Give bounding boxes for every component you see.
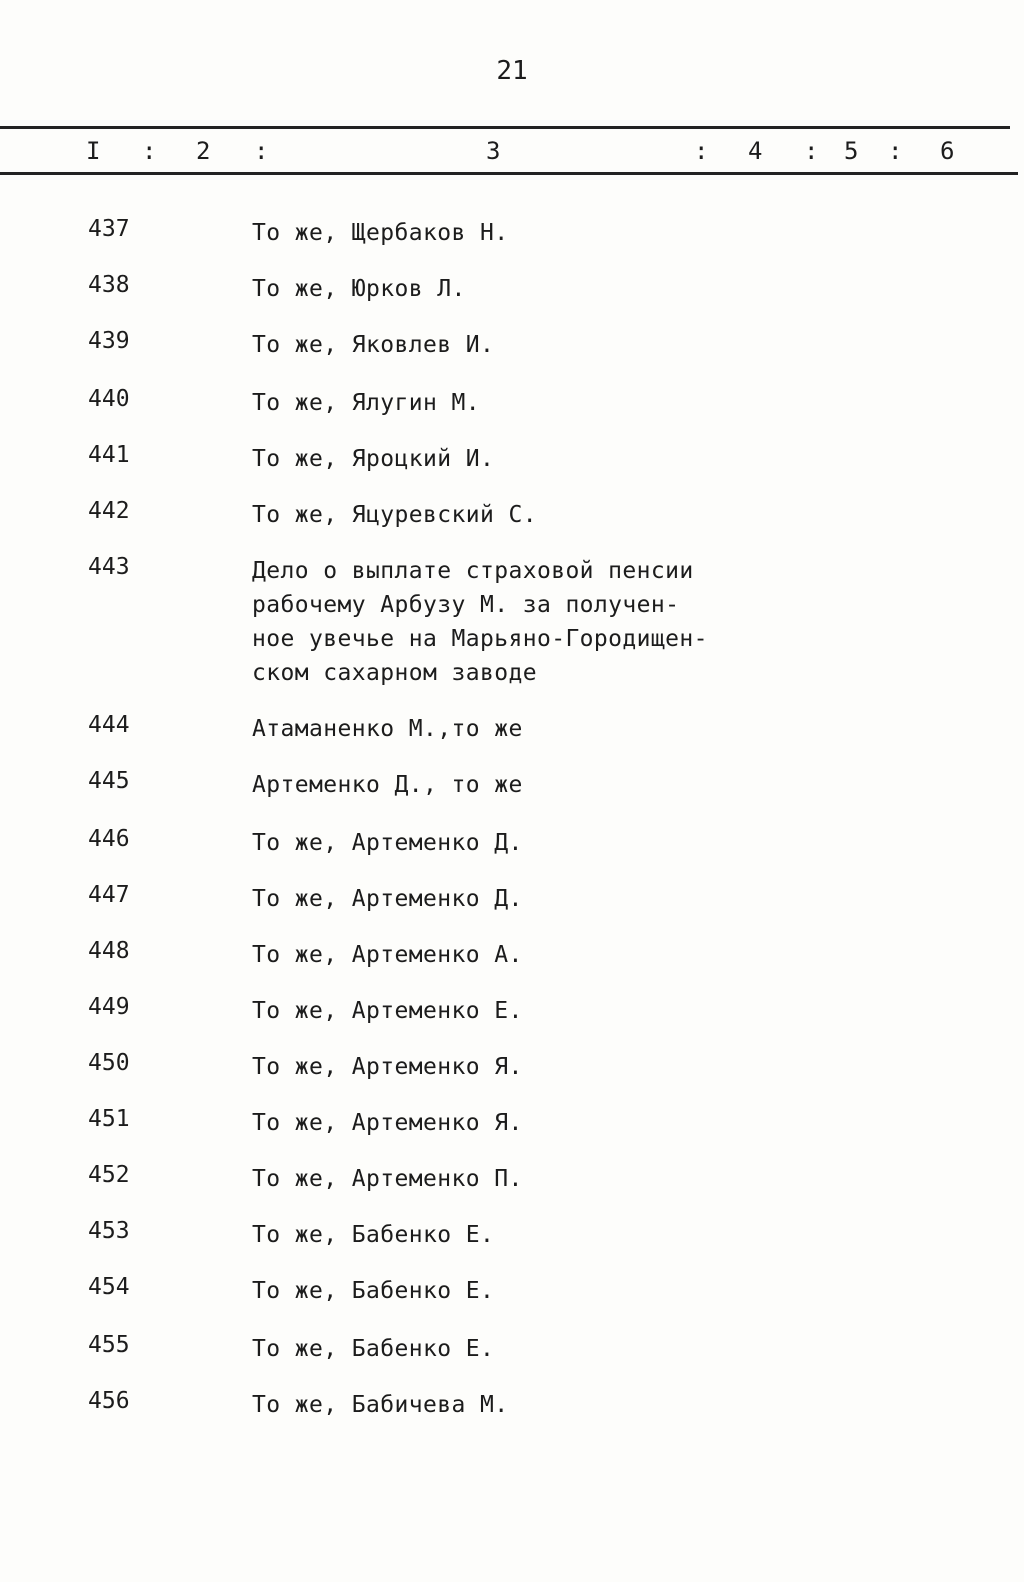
item-title-line: То же, Юрков Л. — [252, 276, 466, 302]
item-title — [252, 442, 494, 476]
item-title-line: То же, Артеменко Д. — [252, 886, 523, 912]
item-title — [252, 1162, 523, 1196]
item-title — [252, 1218, 494, 1252]
item-title-line: То же, Артеменко Д. — [252, 830, 523, 856]
item-title — [252, 826, 523, 860]
page-number: 21 — [496, 56, 528, 86]
item-title-line: То же, Яцуревский С. — [252, 502, 537, 528]
col-header-1: I — [86, 137, 101, 165]
item-title — [252, 938, 523, 972]
item-title — [252, 1332, 494, 1366]
item-title — [252, 272, 466, 306]
item-number: 456 — [88, 1388, 130, 1414]
item-title-line: То же, Ялугин М. — [252, 390, 480, 416]
item-number: 453 — [88, 1218, 130, 1244]
item-title-line: То же, Яковлев И. — [252, 332, 495, 358]
item-title — [252, 216, 508, 250]
item-title-line: Дело о выплате страховой пенсии — [252, 558, 694, 584]
item-number: 445 — [88, 768, 130, 794]
item-title-line: То же, Щербаков Н. — [252, 220, 509, 246]
item-title-line: То же, Артеменко П. — [252, 1166, 523, 1192]
item-title-line: То же, Бабенко Е. — [252, 1278, 495, 1304]
item-number: 441 — [88, 442, 130, 468]
item-title-line: То же, Артеменко Я. — [252, 1054, 523, 1080]
item-number: 447 — [88, 882, 130, 908]
item-title-line: То же, Бабенко Е. — [252, 1222, 495, 1248]
col-header-6: 6 — [940, 137, 955, 165]
col-header-4: 4 — [748, 137, 763, 165]
item-title — [252, 1106, 523, 1140]
col-header-3: 3 — [486, 137, 501, 165]
col-header-sep-2: : — [254, 137, 269, 165]
item-title-line: То же, Бабичева М. — [252, 1392, 509, 1418]
item-number: 437 — [88, 216, 130, 242]
item-title-line: То же, Артеменко Е. — [252, 998, 523, 1024]
item-number: 444 — [88, 712, 130, 738]
item-number: 450 — [88, 1050, 130, 1076]
col-header-sep-5: : — [888, 137, 903, 165]
item-title — [252, 1050, 523, 1084]
item-title — [252, 498, 537, 532]
col-header-sep-4: : — [804, 137, 819, 165]
item-number: 455 — [88, 1332, 130, 1358]
item-number: 449 — [88, 994, 130, 1020]
item-title-line: То же, Бабенко Е. — [252, 1336, 495, 1362]
item-title-line: Атаманенко М.,то же — [252, 716, 523, 742]
item-title-line: ное увечье на Марьяно-Городищен- — [252, 626, 708, 652]
item-number: 438 — [88, 272, 130, 298]
header-rule-bottom — [0, 172, 1018, 175]
item-title-line: ском сахарном заводе — [252, 660, 537, 686]
item-number: 452 — [88, 1162, 130, 1188]
item-title-line: рабочему Арбузу М. за получен- — [252, 592, 680, 618]
item-title — [252, 386, 480, 420]
col-header-5: 5 — [844, 137, 859, 165]
col-header-sep-3: : — [694, 137, 709, 165]
item-number: 439 — [88, 328, 130, 354]
header-rule-top — [0, 126, 1010, 129]
col-header-2: 2 — [196, 137, 211, 165]
item-title — [252, 882, 523, 916]
item-title-line: То же, Яроцкий И. — [252, 446, 495, 472]
item-title-line: То же, Артеменко А. — [252, 942, 523, 968]
item-number: 443 — [88, 554, 130, 580]
item-number: 440 — [88, 386, 130, 412]
item-title — [252, 1388, 508, 1422]
item-number: 451 — [88, 1106, 130, 1132]
item-title — [252, 554, 708, 690]
item-number: 448 — [88, 938, 130, 964]
item-number: 446 — [88, 826, 130, 852]
item-title — [252, 1274, 494, 1308]
item-title-line: Артеменко Д., то же — [252, 772, 523, 798]
item-title — [252, 328, 494, 362]
item-title — [252, 712, 523, 746]
col-header-sep-1: : — [142, 137, 157, 165]
item-number: 454 — [88, 1274, 130, 1300]
item-title-line: То же, Артеменко Я. — [252, 1110, 523, 1136]
item-title — [252, 768, 523, 802]
item-number: 442 — [88, 498, 130, 524]
item-title — [252, 994, 523, 1028]
